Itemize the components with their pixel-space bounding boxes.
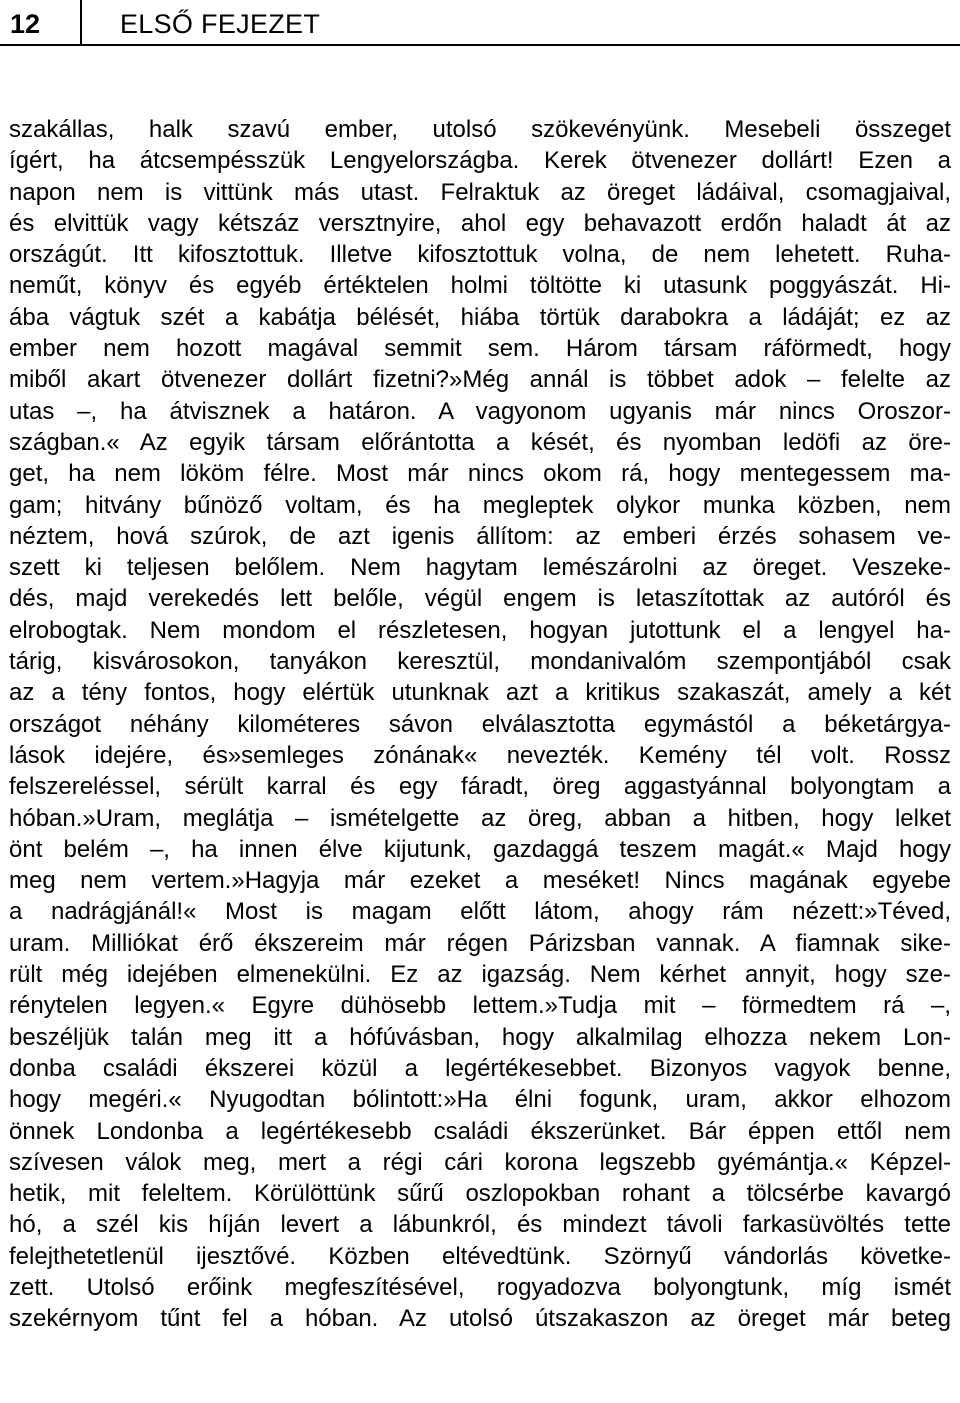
text-line: szett ki teljesen belőlem. Nem hagytam lemészárolni az öreget. Veszeke- [9,554,951,582]
body-text [9,114,951,1335]
text-line: ígért, ha átcsempésszük Lengyelországba. Kerek ötvenezer dollárt! Ezen a [9,147,951,175]
text-line: önt belém –, ha innen élve kijutunk, gazdaggá teszem magát.« Majd hogy [9,835,951,863]
text-line: beszéljük talán meg itt a hófúvásban, hogy alkalmilag elhozza nekem Lon- [9,1023,951,1051]
text-line: miből akart ötvenezer dollárt fizetni?»Még annál is többet adok – felelte az [9,366,951,394]
text-line: napon nem is vittünk más utast. Felraktuk az öreget ládáival, csomagjaival, [9,178,951,206]
page-number: 12 [10,9,41,39]
text-line: önnek Londonba a legértékesebb családi ékszerünket. Bár éppen ettől nem [9,1117,951,1145]
text-line: a nadrágjánál!« Most is magam előtt látom, ahogy rám nézett:»Téved, [9,898,951,926]
text-line: felejthetetlenül ijesztővé. Közben eltévedtünk. Szörnyű vándorlás követke- [9,1242,951,1270]
text-line: országot néhány kilométeres sávon elválasztotta egymástól a béketárgya- [9,710,951,738]
text-line: szakállas, halk szavú ember, utolsó szökevényünk. Mesebeli összeget [9,116,951,143]
text-line: országút. Itt kifosztottuk. Illetve kifosztottuk volna, de nem lehetett. Ruha- [9,241,951,269]
text-line: szívesen válok meg, mert a régi cári korona legszebb gyémántja.« Képzel- [9,1148,951,1176]
text-line: és elvittük vagy kétszáz versztnyire, ahol egy behavazott erdőn haladt át az [9,209,951,237]
text-line: lások idejére, és»semleges zónának« nevezték. Kemény tél volt. Rossz [9,741,951,769]
text-line: néztem, hová szúrok, de azt igenis állítom: az emberi érzés sohasem ve- [9,522,951,550]
text-line: get, ha nem lököm félre. Most már nincs okom rá, hogy mentegessem ma- [9,460,951,488]
chapter-title: ELSŐ FEJEZET [120,9,321,39]
text-line: uram. Milliókat érő ékszereim már régen Párizsban vannak. A fiamnak sike- [9,929,951,957]
text-line: utas –, ha átvisznek a határon. A vagyonom ugyanis már nincs Oroszor- [9,397,951,425]
text-line: ába vágtuk szét a kabátja bélését, hiába törtük darabokra a ládáját; ez az [9,303,951,331]
text-line: szekérnyom tűnt fel a hóban. Az utolsó útszakaszon az öreget már beteg [9,1305,951,1333]
text-line: ember nem hozott magával semmit sem. Három társam ráförmedt, hogy [9,335,951,363]
header-divider [80,0,82,45]
text-line: felszereléssel, sérült karral és egy fáradt, öreg aggastyánnal bolyongtam a [9,773,951,801]
text-line: rénytelen legyen.« Egyre dühösebb lettem.»Tudja mit – förmedtem rá –, [9,992,951,1020]
text-line: hóban.»Uram, meglátja – ismételgette az öreg, abban a hitben, hogy lelket [9,804,951,832]
text-line: gam; hitvány bűnöző voltam, és ha megleptek olykor munka közben, nem [9,491,951,519]
running-header [0,0,960,46]
header-rule [0,44,960,46]
text-line: neműt, könyv és egyéb értéktelen holmi töltötte ki utasunk poggyászát. Hi- [9,272,951,300]
text-line: elrobogtak. Nem mondom el részletesen, hogyan jutottunk el a lengyel ha- [9,616,951,644]
text-line: rült még idejében elmenekülni. Ez az igazság. Nem kérhet annyit, hogy sze- [9,961,951,989]
text-line: hó, a szél kis híján levert a lábunkról, és mindezt távoli farkasüvöltés tette [9,1211,951,1239]
text-line: szágban.« Az egyik társam előrántotta a kését, és nyomban ledöfi az öre- [9,428,951,456]
text-line: hetik, mit feleltem. Körülöttünk sűrű oszlopokban rohant a tölcsérbe kavargó [9,1180,951,1208]
text-line: hogy megéri.« Nyugodtan bólintott:»Ha élni fogunk, uram, akkor elhozom [9,1086,951,1114]
text-line: meg nem vertem.»Hagyja már ezeket a meséket! Nincs magának egyebe [9,867,951,895]
text-line: az a tény fontos, hogy elértük utunknak azt a kritikus szakaszát, amely a két [9,679,951,707]
text-line: donba családi ékszerei közül a legértékesebbet. Bizonyos vagyok benne, [9,1054,951,1082]
text-line: dés, majd verekedés lett belőle, végül engem is letaszítottak az autóról és [9,585,951,613]
text-line: tárig, kisvárosokon, tanyákon keresztül, mondanivalóm szempontjából csak [9,648,951,676]
text-line: zett. Utolsó erőink megfeszítésével, rogyadozva bolyongtunk, míg ismét [9,1273,951,1301]
